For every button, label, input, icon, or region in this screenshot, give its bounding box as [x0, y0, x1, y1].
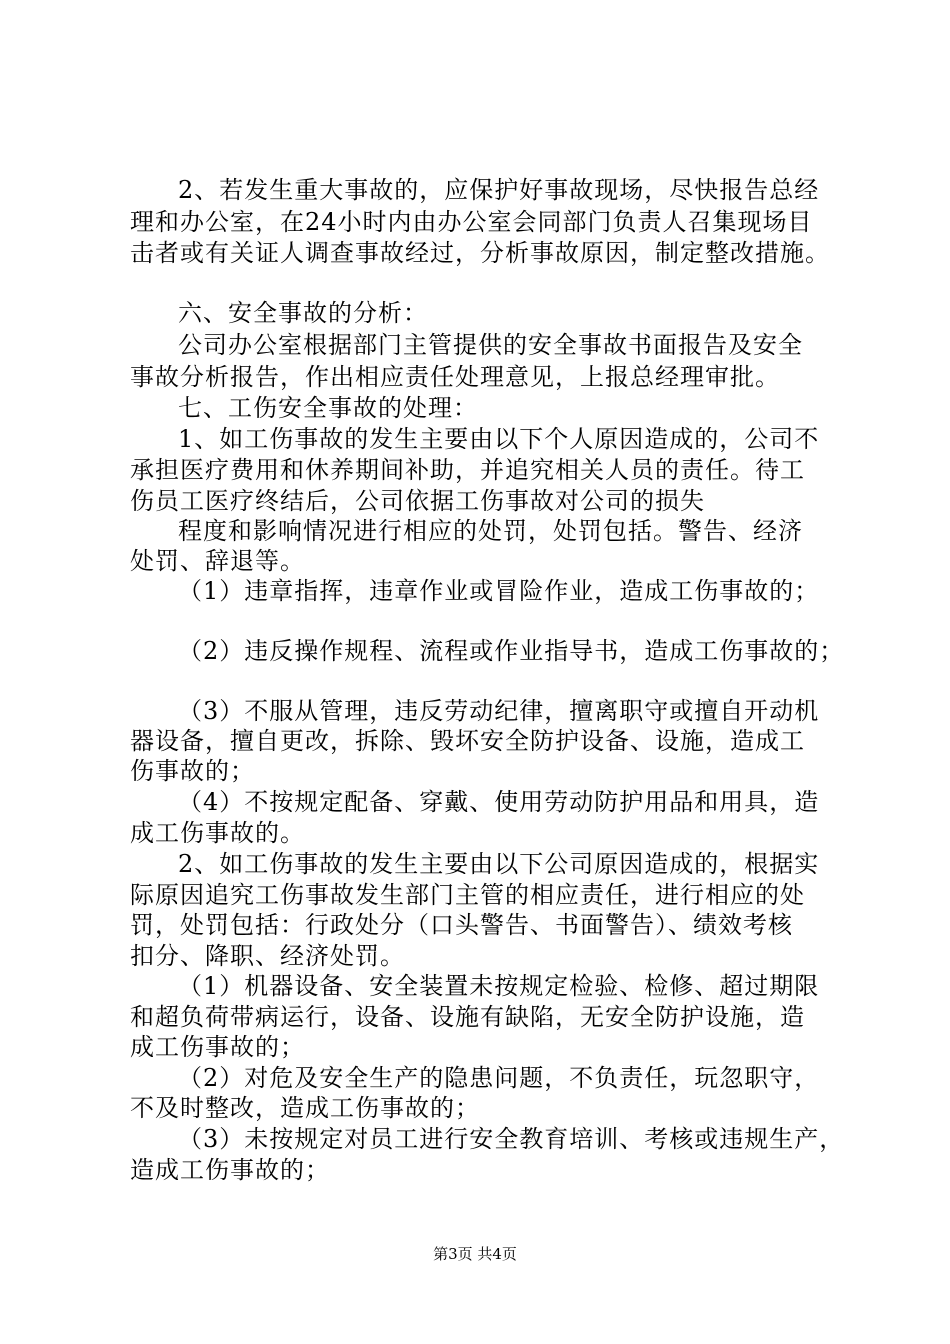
paragraph-line: 1、如工伤事故的发生主要由以下个人原因造成的，公司不 — [178, 425, 820, 453]
section-heading: 六、安全事故的分析： — [178, 299, 428, 327]
paragraph-line: 承担医疗费用和休养期间补助，并追究相关人员的责任。待工 — [130, 456, 805, 484]
list-item: 和超负荷带病运行，设备、设施有缺陷，无安全防护设施，造 — [130, 1003, 805, 1031]
list-item: （2）对危及安全生产的隐患问题，不负责任，玩忽职守， — [178, 1064, 820, 1092]
list-item: （2）违反操作规程、流程或作业指导书，造成工伤事故的； — [178, 637, 845, 665]
paragraph-line: 罚，处罚包括：行政处分（口头警告、书面警告）、绩效考核 — [130, 911, 793, 939]
list-item: 成工伤事故的； — [130, 1033, 305, 1061]
paragraph-line: 2、如工伤事故的发生主要由以下公司原因造成的，根据实 — [178, 850, 820, 878]
paragraph-line: 理和办公室，在24小时内由办公室会同部门负责人召集现场目 — [130, 208, 813, 236]
list-item: 器设备，擅自更改，拆除、毁坏安全防护设备、设施，造成工 — [130, 727, 805, 755]
list-item: 不及时整改，造成工伤事故的； — [130, 1094, 480, 1122]
paragraph-line: 公司办公室根据部门主管提供的安全事故书面报告及安全 — [178, 331, 803, 359]
paragraph-line: 程度和影响情况进行相应的处罚，处罚包括。警告、经济 — [178, 517, 803, 545]
paragraph-line: 击者或有关证人调查事故经过，分析事故原因，制定整改措施。 — [130, 239, 830, 267]
list-item: 伤事故的； — [130, 757, 255, 785]
page-number: 第3页 共4页 — [433, 1245, 517, 1263]
paragraph-line: 扣分、降职、经济处罚。 — [130, 942, 405, 970]
list-item: （4）不按规定配备、穿戴、使用劳动防护用品和用具，造 — [178, 788, 820, 816]
paragraph-line: 事故分析报告，作出相应责任处理意见，上报总经理审批。 — [130, 363, 780, 391]
list-item: （3）未按规定对员工进行安全教育培训、考核或违规生产， — [178, 1125, 845, 1153]
paragraph-line: 2、若发生重大事故的，应保护好事故现场，尽快报告总经 — [178, 176, 820, 204]
list-item: 成工伤事故的。 — [130, 819, 305, 847]
list-item: （3）不服从管理，违反劳动纪律，擅离职守或擅自开动机 — [178, 697, 820, 725]
list-item: （1）机器设备、安全装置未按规定检验、检修、超过期限 — [178, 972, 820, 1000]
list-item: 造成工伤事故的； — [130, 1156, 330, 1184]
section-heading: 七、工伤安全事故的处理： — [178, 394, 478, 422]
list-item: （1）违章指挥，违章作业或冒险作业，造成工伤事故的； — [178, 577, 820, 605]
paragraph-line: 际原因追究工伤事故发生部门主管的相应责任，进行相应的处 — [130, 881, 805, 909]
paragraph-line: 处罚、辞退等。 — [130, 547, 305, 575]
paragraph-line: 伤员工医疗终结后，公司依据工伤事故对公司的损失 — [130, 487, 705, 515]
